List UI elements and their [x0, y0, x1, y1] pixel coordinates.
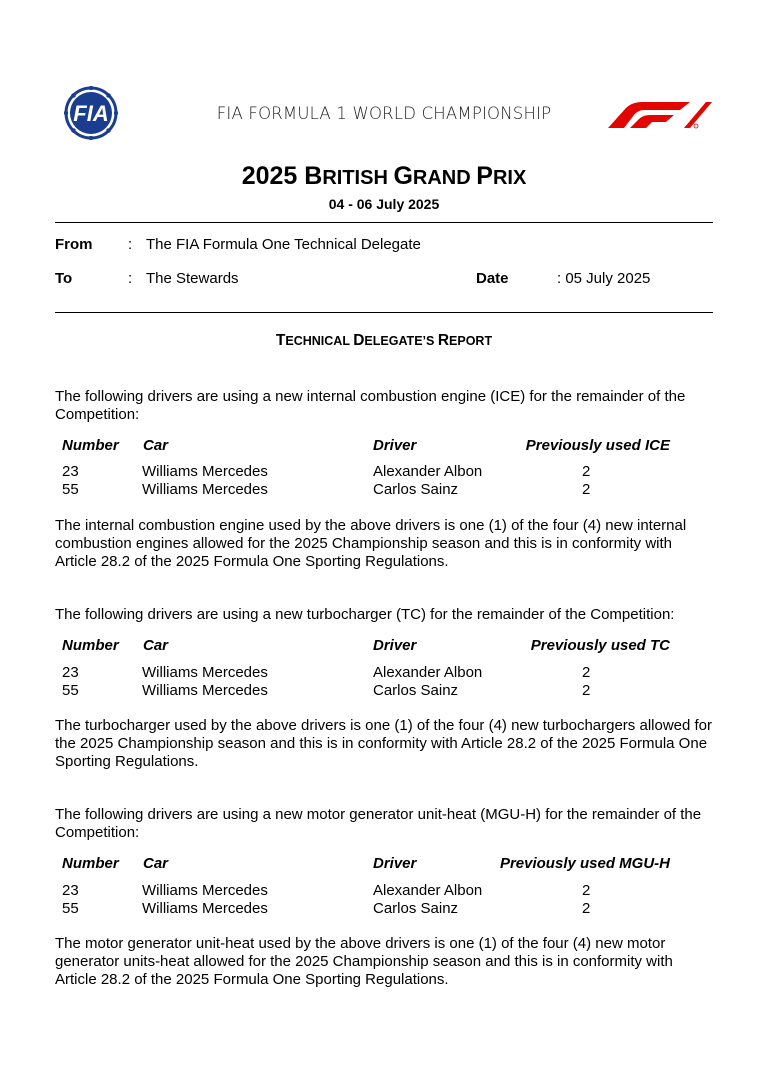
table-cell-car: Williams Mercedes — [142, 481, 268, 498]
table-cell-count: 2 — [582, 900, 591, 917]
table-cell-number: 23 — [62, 882, 79, 899]
table-cell-number: 23 — [62, 664, 79, 681]
column-header-number: Number — [62, 437, 119, 454]
table-cell-driver: Alexander Albon — [373, 664, 483, 681]
to-value: The Stewards — [146, 270, 239, 287]
table-cell-driver: Alexander Albon — [373, 463, 483, 480]
section-ice-intro: The following drivers are using a new internal combustion engine (ICE) for the remainder of the Competition: — [55, 388, 686, 423]
table-cell-count: 2 — [582, 682, 591, 699]
column-header-previously-used: Previously used TC — [530, 637, 670, 654]
column-header-number: Number — [62, 855, 119, 872]
table-cell-number: 23 — [62, 463, 79, 480]
report-title: TECHNICAL DELEGATE’S REPORT — [275, 332, 493, 349]
table-cell-car: Williams Mercedes — [142, 882, 268, 899]
column-header-previously-used: Previously used MGU-H — [499, 855, 670, 872]
section-tc-intro: The following drivers are using a new turbocharger (TC) for the remainder of the Competition: — [55, 606, 675, 623]
from-label: From — [55, 236, 93, 253]
event-title: 2025 BRITISH GRAND PRIX — [241, 162, 527, 190]
section-ice-conformity: The internal combustion engine used by the above drivers is one (1) of the four (4) new internal combustion engines allowed for the 2025 Championship season and this is in conformity with Article 28.2 of the 2025 Formula One Sporting Regulations. — [55, 517, 687, 570]
column-header-driver: Driver — [373, 637, 417, 654]
column-header-number: Number — [62, 637, 119, 654]
table-cell-car: Williams Mercedes — [142, 463, 268, 480]
table-cell-number: 55 — [62, 900, 79, 917]
section-mguh-intro: The following drivers are using a new motor generator unit-heat (MGU-H) for the remainder of the Competition: — [55, 806, 702, 841]
table-cell-number: 55 — [62, 481, 79, 498]
section-tc-conformity: The turbocharger used by the above drivers is one (1) of the four (4) new turbochargers allowed for the 2025 Championship season and this is in conformity with Article 28.2 of the 2025 Formula One Sporting Regulations. — [55, 717, 713, 770]
date-label: Date — [476, 270, 509, 287]
section-mguh-conformity: The motor generator unit-heat used by the above drivers is one (1) of the four (4) new motor generator units-heat allowed for the 2025 Championship season and this is in conformity with Article 28.2 of the 2025 Formula One Sporting Regulations. — [55, 935, 673, 988]
table-cell-driver: Carlos Sainz — [373, 481, 459, 498]
column-header-car: Car — [143, 855, 169, 872]
from-value: The FIA Formula One Technical Delegate — [146, 236, 421, 253]
table-cell-driver: Carlos Sainz — [373, 900, 459, 917]
column-header-car: Car — [143, 637, 169, 654]
to-label: To — [55, 270, 73, 287]
table-cell-car: Williams Mercedes — [142, 682, 268, 699]
date-value: : 05 July 2025 — [557, 270, 651, 287]
column-header-previously-used: Previously used ICE — [525, 437, 670, 454]
table-cell-count: 2 — [582, 882, 591, 899]
table-cell-car: Williams Mercedes — [142, 900, 268, 917]
svg-text:FIA: FIA — [73, 101, 109, 126]
table-cell-count: 2 — [582, 463, 591, 480]
table-cell-driver: Carlos Sainz — [373, 682, 459, 699]
table-cell-number: 55 — [62, 682, 79, 699]
divider — [55, 312, 713, 313]
column-header-driver: Driver — [373, 437, 417, 454]
table-cell-driver: Alexander Albon — [373, 882, 483, 899]
divider — [55, 222, 713, 223]
to-colon: : — [128, 270, 133, 287]
column-header-car: Car — [143, 437, 169, 454]
table-cell-count: 2 — [582, 481, 591, 498]
from-colon: : — [128, 236, 133, 253]
table-cell-car: Williams Mercedes — [142, 664, 268, 681]
column-header-driver: Driver — [373, 855, 417, 872]
championship-title: FIA FORMULA 1 WORLD CHAMPIONSHIP — [216, 104, 552, 123]
table-cell-count: 2 — [582, 664, 591, 681]
event-dates: 04 - 06 July 2025 — [328, 196, 440, 212]
f1-logo-icon — [604, 98, 714, 130]
